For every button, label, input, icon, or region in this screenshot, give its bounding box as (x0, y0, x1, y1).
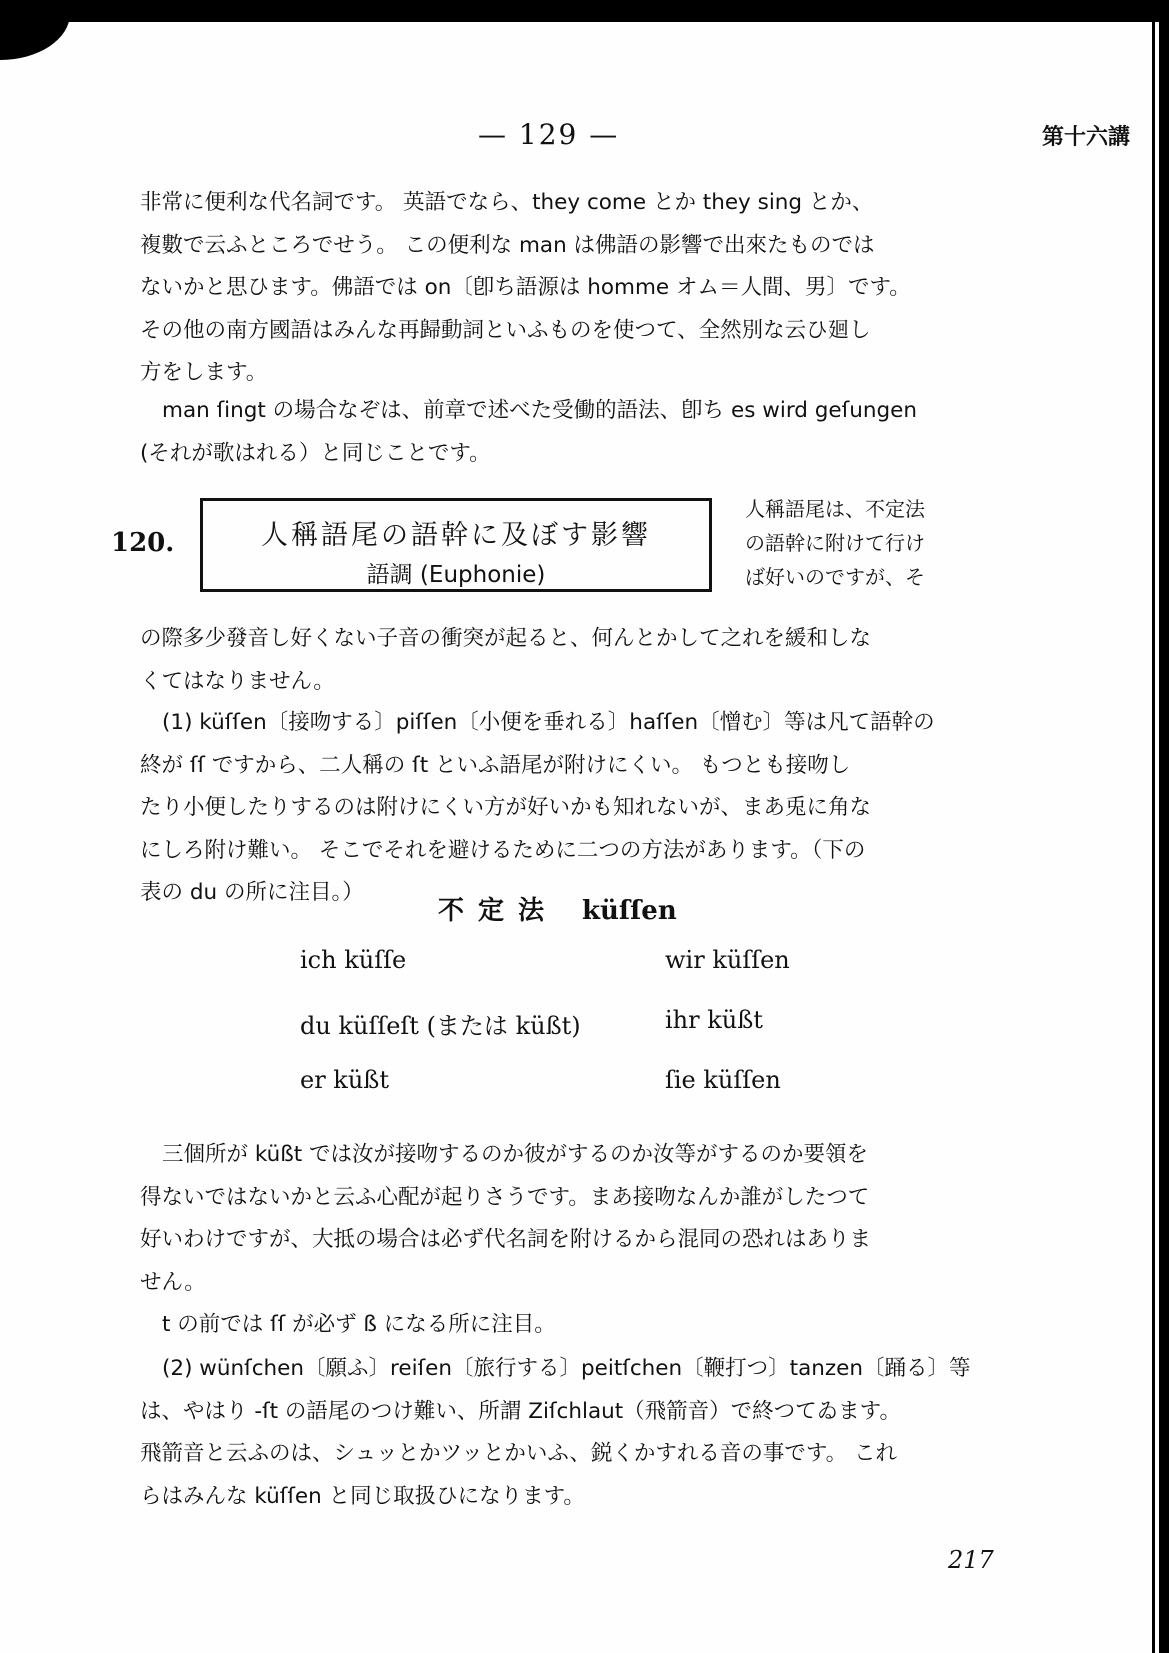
conjugation-title (438, 890, 677, 927)
conjugation-cell: er küßt (300, 1066, 389, 1094)
text-line: (1) küſſen〔接吻する〕piſſen〔小便を垂れる〕haſſen〔憎む〕等は凡て語幹の (162, 710, 935, 735)
text-line: 飛箭音と云ふのは、シュッとかツッとかいふ、鋭くかすれる音の事です。 これ (140, 1441, 897, 1466)
chapter-label: 第十六講 (1042, 125, 1131, 150)
conjugation-cell: ihr küßt (665, 1006, 763, 1034)
conjugation-title-label: 不定法 (438, 896, 559, 926)
section-side-text (745, 492, 985, 594)
text-line: 複數で云ふところでせう。 この便利な man は佛語の影響で出來たものでは (140, 232, 875, 258)
paragraph-7 (140, 1348, 1000, 1518)
text-line: 三個所が küßt では汝が接吻するのか彼がするのか汝等がするのか要領を (162, 1142, 869, 1167)
conjugation-cell: ſie küſſen (665, 1066, 781, 1094)
text-line: その他の南方國語はみんな再歸動詞といふものを使つて、全然別な云ひ廻し (140, 317, 871, 343)
conjugation-cell: du küſſeſt (または küßt) (300, 1012, 581, 1040)
scan-border-top (0, 0, 1169, 22)
running-header (0, 118, 1169, 158)
section-title: 人稱語尾の語幹に及ぼす影響 (261, 520, 651, 551)
page-number-bottom: 217 (948, 1546, 994, 1574)
text-line: (それが歌はれる）と同じことです。 (140, 440, 491, 466)
conjugation-cell: ich küſſe (300, 946, 407, 974)
text-line: くてはなりません。 (140, 668, 335, 694)
text-line: の際多少發音し好くない子音の衝突が起ると、何んとかして之れを緩和しな (140, 626, 872, 651)
paragraph-5 (140, 1134, 1000, 1304)
text-line: の語幹に附けて行け (745, 531, 925, 555)
conjugation-cell: wir küſſen (665, 946, 790, 974)
page-number-top: — 129 — (478, 118, 620, 151)
text-line: 終が ſſ ですから、二人稱の ſt といふ語尾が附けにくい。 もつとも接吻し (140, 752, 851, 778)
section-subtitle: 語調 (Euphonie) (366, 562, 546, 588)
text-line: らはみんな küſſen と同じ取扱ひになります。 (140, 1483, 585, 1509)
scan-border-right (1159, 0, 1169, 1653)
text-line: (2) wünſchen〔願ふ〕reiſen〔旅行する〕peitſchen〔鞭打つ〕tanzen〔踊る〕等 (162, 1356, 971, 1381)
paragraph-2 (140, 390, 1000, 475)
text-line: は、やはり -ſt の語尾のつけ難い、所謂 Ziſchlaut（飛箭音）で終つてゐます。 (140, 1398, 901, 1424)
paragraph-3 (140, 618, 1000, 703)
text-line: 人稱語尾は、不定法 (745, 497, 925, 521)
text-line: t の前では ſſ が必ず ß になる所に注目。 (162, 1312, 556, 1337)
text-line: man ſingt の場合なぞは、前章で述べた受働的語法、卽ち es wird geſungen (162, 398, 917, 423)
text-line: せん。 (140, 1269, 206, 1295)
text-line: にしろ附け難い。 そこでそれを避けるために二つの方法があります。（下の (140, 837, 866, 863)
section-heading-box (200, 498, 712, 592)
text-line: ないかと思ひます。佛語では on〔卽ち語源は homme オム＝人間、男〕です。 (140, 275, 911, 300)
paragraph-6 (140, 1304, 1000, 1347)
text-line: ば好いのですが、そ (745, 565, 925, 589)
text-line: 非常に便利な代名詞です。 英語でなら、they come とか they sing とか、 (140, 190, 874, 215)
conjugation-title-verb: küſſen (582, 896, 677, 926)
text-line: 得ないではないかと云ふ心配が起りさうです。まあ接吻なんか誰がしたつて (140, 1184, 870, 1210)
section-number: 120. (111, 528, 175, 558)
text-line: 好いわけですが、大抵の場合は必ず代名詞を附けるから混同の恐れはありま (140, 1227, 872, 1252)
text-line: たり小便したりするのは附けにくい方が好いかも知れないが、まあ兎に角な (140, 795, 872, 820)
text-line: 方をします。 (140, 360, 268, 385)
scan-border-corner (0, 0, 70, 60)
scan-border-right-line (1152, 20, 1155, 1653)
paragraph-1 (140, 182, 1000, 395)
paragraph-4 (140, 702, 1000, 915)
text-line: 表の du の所に注目。） (140, 880, 364, 905)
